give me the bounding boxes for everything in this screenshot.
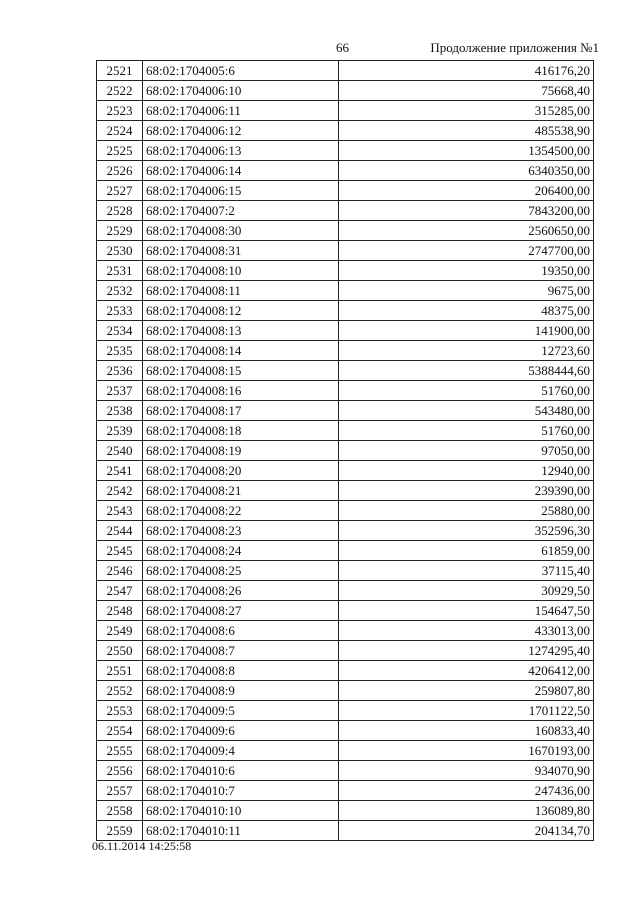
row-number-cell: 2546 <box>97 561 143 581</box>
row-number-cell: 2547 <box>97 581 143 601</box>
row-number-cell: 2545 <box>97 541 143 561</box>
cadastral-number-cell: 68:02:1704008:21 <box>143 481 339 501</box>
cadastral-number-cell: 68:02:1704008:14 <box>143 341 339 361</box>
row-number-cell: 2521 <box>97 61 143 81</box>
cadastral-number-cell: 68:02:1704008:16 <box>143 381 339 401</box>
table-row <box>97 381 594 401</box>
value-cell: 12723,60 <box>339 341 594 361</box>
value-cell: 51760,00 <box>339 381 594 401</box>
table-row <box>97 621 594 641</box>
table-row <box>97 61 594 81</box>
cadastral-number-cell: 68:02:1704009:5 <box>143 701 339 721</box>
cadastral-number-cell: 68:02:1704008:25 <box>143 561 339 581</box>
value-cell: 75668,40 <box>339 81 594 101</box>
row-number-cell: 2544 <box>97 521 143 541</box>
cadastral-number-cell: 68:02:1704008:19 <box>143 441 339 461</box>
cadastral-number-cell: 68:02:1704007:2 <box>143 201 339 221</box>
cadastral-number-cell: 68:02:1704008:11 <box>143 281 339 301</box>
row-number-cell: 2534 <box>97 321 143 341</box>
value-cell: 315285,00 <box>339 101 594 121</box>
value-cell: 1701122,50 <box>339 701 594 721</box>
value-cell: 19350,00 <box>339 261 594 281</box>
table-row <box>97 601 594 621</box>
cadastral-number-cell: 68:02:1704008:20 <box>143 461 339 481</box>
data-table-body <box>97 61 594 841</box>
table-row <box>97 241 594 261</box>
cadastral-number-cell: 68:02:1704010:6 <box>143 761 339 781</box>
table-row <box>97 821 594 841</box>
value-cell: 543480,00 <box>339 401 594 421</box>
row-number-cell: 2553 <box>97 701 143 721</box>
page-number: 66 <box>336 40 349 55</box>
row-number-cell: 2548 <box>97 601 143 621</box>
cadastral-number-cell: 68:02:1704006:13 <box>143 141 339 161</box>
table-row <box>97 541 594 561</box>
value-cell: 2747700,00 <box>339 241 594 261</box>
row-number-cell: 2528 <box>97 201 143 221</box>
table-row <box>97 461 594 481</box>
table-row <box>97 721 594 741</box>
row-number-cell: 2542 <box>97 481 143 501</box>
table-row <box>97 521 594 541</box>
cadastral-number-cell: 68:02:1704008:30 <box>143 221 339 241</box>
cadastral-number-cell: 68:02:1704008:7 <box>143 641 339 661</box>
cadastral-number-cell: 68:02:1704008:18 <box>143 421 339 441</box>
value-cell: 141900,00 <box>339 321 594 341</box>
table-row <box>97 701 594 721</box>
page-caption: Продолжение приложения №1 <box>430 40 599 55</box>
table-row <box>97 121 594 141</box>
value-cell: 1670193,00 <box>339 741 594 761</box>
table-row <box>97 341 594 361</box>
table-row <box>97 321 594 341</box>
cadastral-number-cell: 68:02:1704008:23 <box>143 521 339 541</box>
row-number-cell: 2541 <box>97 461 143 481</box>
row-number-cell: 2531 <box>97 261 143 281</box>
table-row <box>97 421 594 441</box>
row-number-cell: 2556 <box>97 761 143 781</box>
cadastral-number-cell: 68:02:1704008:9 <box>143 681 339 701</box>
table-row <box>97 281 594 301</box>
value-cell: 154647,50 <box>339 601 594 621</box>
row-number-cell: 2526 <box>97 161 143 181</box>
table-row <box>97 781 594 801</box>
cadastral-number-cell: 68:02:1704009:6 <box>143 721 339 741</box>
row-number-cell: 2535 <box>97 341 143 361</box>
row-number-cell: 2525 <box>97 141 143 161</box>
table-row <box>97 101 594 121</box>
value-cell: 416176,20 <box>339 61 594 81</box>
table-row <box>97 481 594 501</box>
value-cell: 7843200,00 <box>339 201 594 221</box>
value-cell: 25880,00 <box>339 501 594 521</box>
cadastral-number-cell: 68:02:1704008:8 <box>143 661 339 681</box>
row-number-cell: 2543 <box>97 501 143 521</box>
table-row <box>97 221 594 241</box>
table-row <box>97 761 594 781</box>
row-number-cell: 2523 <box>97 101 143 121</box>
row-number-cell: 2559 <box>97 821 143 841</box>
cadastral-number-cell: 68:02:1704010:7 <box>143 781 339 801</box>
value-cell: 30929,50 <box>339 581 594 601</box>
cadastral-number-cell: 68:02:1704006:11 <box>143 101 339 121</box>
row-number-cell: 2555 <box>97 741 143 761</box>
table-row <box>97 81 594 101</box>
table-row <box>97 561 594 581</box>
row-number-cell: 2537 <box>97 381 143 401</box>
table-row <box>97 181 594 201</box>
cadastral-number-cell: 68:02:1704008:31 <box>143 241 339 261</box>
cadastral-number-cell: 68:02:1704008:6 <box>143 621 339 641</box>
table-row <box>97 261 594 281</box>
value-cell: 1354500,00 <box>339 141 594 161</box>
table-row <box>97 441 594 461</box>
cadastral-number-cell: 68:02:1704008:22 <box>143 501 339 521</box>
value-cell: 1274295,40 <box>339 641 594 661</box>
value-cell: 259807,80 <box>339 681 594 701</box>
cadastral-number-cell: 68:02:1704008:27 <box>143 601 339 621</box>
row-number-cell: 2532 <box>97 281 143 301</box>
row-number-cell: 2551 <box>97 661 143 681</box>
row-number-cell: 2557 <box>97 781 143 801</box>
table-row <box>97 741 594 761</box>
value-cell: 37115,40 <box>339 561 594 581</box>
cadastral-number-cell: 68:02:1704005:6 <box>143 61 339 81</box>
value-cell: 239390,00 <box>339 481 594 501</box>
row-number-cell: 2529 <box>97 221 143 241</box>
value-cell: 6340350,00 <box>339 161 594 181</box>
cadastral-number-cell: 68:02:1704010:11 <box>143 821 339 841</box>
cadastral-number-cell: 68:02:1704008:17 <box>143 401 339 421</box>
value-cell: 160833,40 <box>339 721 594 741</box>
table-row <box>97 141 594 161</box>
row-number-cell: 2522 <box>97 81 143 101</box>
table-row <box>97 401 594 421</box>
row-number-cell: 2538 <box>97 401 143 421</box>
value-cell: 48375,00 <box>339 301 594 321</box>
row-number-cell: 2558 <box>97 801 143 821</box>
row-number-cell: 2536 <box>97 361 143 381</box>
data-table <box>96 60 594 841</box>
footer-timestamp: 06.11.2014 14:25:58 <box>92 839 192 853</box>
row-number-cell: 2527 <box>97 181 143 201</box>
cadastral-number-cell: 68:02:1704006:14 <box>143 161 339 181</box>
table-row <box>97 301 594 321</box>
row-number-cell: 2533 <box>97 301 143 321</box>
row-number-cell: 2539 <box>97 421 143 441</box>
cadastral-number-cell: 68:02:1704006:12 <box>143 121 339 141</box>
cadastral-number-cell: 68:02:1704008:13 <box>143 321 339 341</box>
value-cell: 97050,00 <box>339 441 594 461</box>
value-cell: 485538,90 <box>339 121 594 141</box>
value-cell: 204134,70 <box>339 821 594 841</box>
value-cell: 61859,00 <box>339 541 594 561</box>
value-cell: 2560650,00 <box>339 221 594 241</box>
cadastral-number-cell: 68:02:1704009:4 <box>143 741 339 761</box>
cadastral-number-cell: 68:02:1704008:12 <box>143 301 339 321</box>
value-cell: 247436,00 <box>339 781 594 801</box>
table-row <box>97 361 594 381</box>
value-cell: 9675,00 <box>339 281 594 301</box>
cadastral-number-cell: 68:02:1704008:15 <box>143 361 339 381</box>
value-cell: 51760,00 <box>339 421 594 441</box>
cadastral-number-cell: 68:02:1704010:10 <box>143 801 339 821</box>
cadastral-number-cell: 68:02:1704006:15 <box>143 181 339 201</box>
row-number-cell: 2554 <box>97 721 143 741</box>
value-cell: 4206412,00 <box>339 661 594 681</box>
table-row <box>97 501 594 521</box>
table-row <box>97 641 594 661</box>
cadastral-number-cell: 68:02:1704008:10 <box>143 261 339 281</box>
row-number-cell: 2550 <box>97 641 143 661</box>
table-row <box>97 661 594 681</box>
value-cell: 5388444,60 <box>339 361 594 381</box>
table-row <box>97 201 594 221</box>
table-row <box>97 801 594 821</box>
value-cell: 352596,30 <box>339 521 594 541</box>
row-number-cell: 2552 <box>97 681 143 701</box>
cadastral-number-cell: 68:02:1704008:26 <box>143 581 339 601</box>
value-cell: 12940,00 <box>339 461 594 481</box>
cadastral-number-cell: 68:02:1704006:10 <box>143 81 339 101</box>
table-row <box>97 161 594 181</box>
value-cell: 934070,90 <box>339 761 594 781</box>
data-table-container <box>96 60 593 841</box>
row-number-cell: 2524 <box>97 121 143 141</box>
value-cell: 433013,00 <box>339 621 594 641</box>
value-cell: 206400,00 <box>339 181 594 201</box>
value-cell: 136089,80 <box>339 801 594 821</box>
table-row <box>97 581 594 601</box>
cadastral-number-cell: 68:02:1704008:24 <box>143 541 339 561</box>
row-number-cell: 2540 <box>97 441 143 461</box>
row-number-cell: 2530 <box>97 241 143 261</box>
table-row <box>97 681 594 701</box>
row-number-cell: 2549 <box>97 621 143 641</box>
